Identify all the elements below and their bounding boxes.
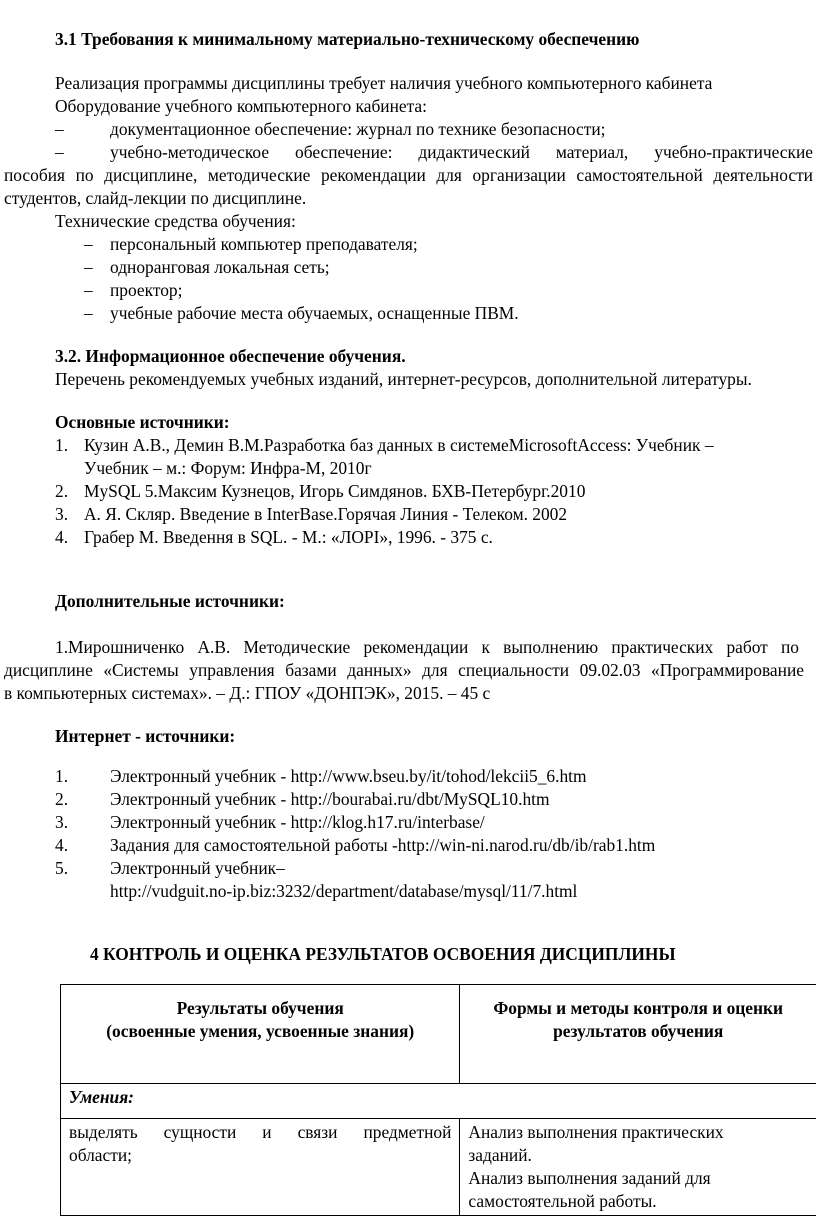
internet-source-number: 3. (55, 811, 68, 834)
list-dash: – (84, 279, 93, 302)
section-3-1-title: 3.1 Требования к минимальному материально-техническому обеспечению (55, 28, 639, 51)
table-cell (61, 1119, 460, 1216)
internet-source-link[interactable]: Электронный учебник - http://klog.h17.ru/interbase/ (110, 811, 485, 834)
results-table (60, 984, 816, 1216)
extra-sources-title: Дополнительные источники: (55, 590, 285, 613)
table-header-row (61, 985, 816, 1084)
method-support-line2: пособия по дисциплине, методические рекомендации для организации самостоятельной деятельности (4, 164, 813, 187)
list-dash: – (55, 118, 64, 141)
header-line: результатов обучения (468, 1020, 808, 1043)
list-dash: – (84, 256, 93, 279)
source-item: Кузин А.В., Демин В.М.Разработка баз данных в системеMicrosoftAccess: Учебник – (84, 434, 714, 457)
list-dash: – (55, 141, 64, 164)
source-item: А. Я. Скляр. Введение в InterBase.Горячая Линия - Телеком. 2002 (84, 503, 567, 526)
list-dash: – (84, 233, 93, 256)
method-support-line3: студентов, слайд-лекции по дисциплине. (4, 187, 306, 210)
table-header-cell (460, 985, 816, 1084)
internet-sources-title: Интернет - источники: (55, 725, 235, 748)
extra-source-line1: 1.Мирошниченко А.В. Методические рекомендации к выполнению практических работ по (55, 636, 799, 659)
section-3-1-intro: Реализация программы дисциплины требует наличия учебного компьютерного кабинета (55, 72, 712, 95)
cell-line: области; (69, 1144, 451, 1167)
source-number: 1. (55, 434, 68, 457)
main-sources-title: Основные источники: (55, 411, 230, 434)
source-item: Грабер М. Введення в SQL. - М.: «ЛОРІ», 1996. - 375 с. (84, 526, 493, 549)
header-line: Формы и методы контроля и оценки (468, 997, 808, 1020)
table-cell (460, 1119, 816, 1216)
internet-source-number: 5. (55, 857, 68, 880)
header-line: (освоенные умения, усвоенные знания) (69, 1020, 451, 1043)
header-line: Результаты обучения (69, 997, 451, 1020)
table-header-cell (61, 985, 460, 1084)
cell-line: Анализ выполнения практических (468, 1121, 808, 1144)
skills-subheader: Умения: (61, 1084, 816, 1119)
internet-source-number: 4. (55, 834, 68, 857)
source-number: 3. (55, 503, 68, 526)
source-item: MySQL 5.Максим Кузнецов, Игорь Симдянов. БХВ-Петербург.2010 (84, 480, 585, 503)
table-subheader-row (61, 1084, 816, 1119)
extra-source-line2: дисциплине «Системы управления базами данных» для специальности 09.02.03 «Программирование (4, 659, 804, 682)
internet-source-url[interactable]: http://vudguit.no-ip.biz:3232/department/database/mysql/11/7.html (110, 880, 577, 903)
source-number: 2. (55, 480, 68, 503)
cell-line: Анализ выполнения заданий для (468, 1167, 808, 1190)
tech-item: одноранговая локальная сеть; (110, 256, 330, 279)
internet-source-number: 1. (55, 765, 68, 788)
internet-source-number: 2. (55, 788, 68, 811)
extra-source-line3: в компьютерных системах». – Д.: ГПОУ «ДОНПЭК», 2015. – 45 с (4, 682, 490, 705)
internet-source-link[interactable]: Электронный учебник– (110, 857, 285, 880)
section-3-2-intro: Перечень рекомендуемых учебных изданий, интернет-ресурсов, дополнительной литературы. (55, 368, 752, 391)
doc-support-item: документационное обеспечение: журнал по технике безопасности; (110, 118, 606, 141)
list-dash: – (84, 302, 93, 325)
section-4-title: 4 КОНТРОЛЬ И ОЦЕНКА РЕЗУЛЬТАТОВ ОСВОЕНИЯ ДИСЦИПЛИНЫ (90, 943, 676, 966)
equipment-title: Оборудование учебного компьютерного кабинета: (55, 95, 427, 118)
tech-item: учебные рабочие места обучаемых, оснащенные ПВМ. (110, 302, 519, 325)
table-row (61, 1119, 816, 1216)
source-number: 4. (55, 526, 68, 549)
internet-source-link[interactable]: Задания для самостоятельной работы -http://win-ni.narod.ru/db/ib/rab1.htm (110, 834, 655, 857)
internet-source-link[interactable]: Электронный учебник - http://www.bseu.by/it/tohod/lekcii5_6.htm (110, 765, 587, 788)
method-support-line1: учебно-методическое обеспечение: дидактический материал, учебно-практические (110, 141, 813, 164)
tech-title: Технические средства обучения: (55, 210, 296, 233)
internet-source-link[interactable]: Электронный учебник - http://bourabai.ru/dbt/MySQL10.htm (110, 788, 550, 811)
cell-line: заданий. (468, 1144, 808, 1167)
tech-item: персональный компьютер преподавателя; (110, 233, 418, 256)
section-3-2-title: 3.2. Информационное обеспечение обучения. (55, 345, 406, 368)
tech-item: проектор; (110, 279, 182, 302)
source-item-cont: Учебник – м.: Форум: Инфра-М, 2010г (84, 457, 372, 480)
cell-line: самостоятельной работы. (468, 1190, 808, 1213)
cell-line: выделять сущности и связи предметной (69, 1121, 451, 1144)
